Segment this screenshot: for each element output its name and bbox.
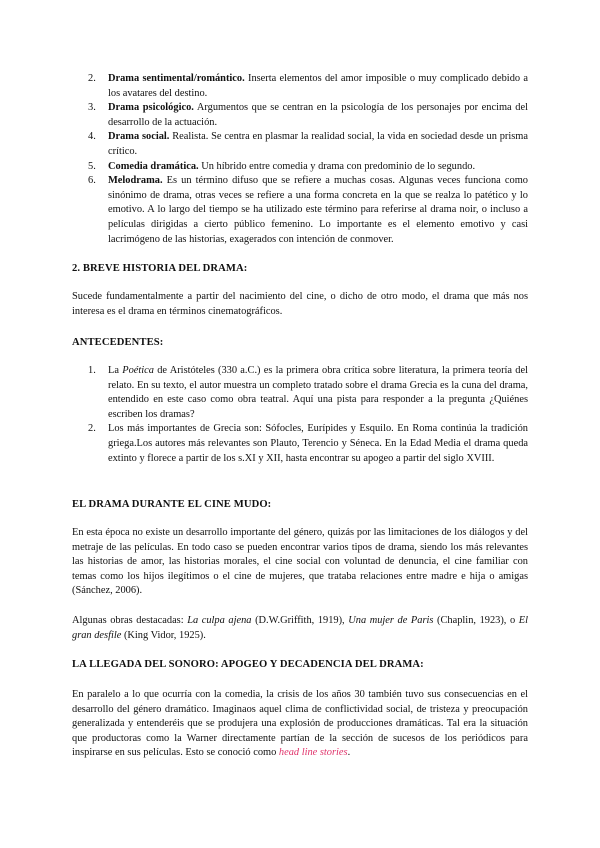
sound-text-end: . <box>347 747 351 759</box>
list-item <box>72 422 528 466</box>
antecedents-list <box>72 364 528 466</box>
drama-types-list <box>72 72 528 247</box>
list-number: 2. <box>88 423 96 435</box>
list-number: 5. <box>88 160 96 172</box>
list-term: Drama psicológico. <box>108 102 194 114</box>
list-item <box>72 72 528 101</box>
work-title: El gran desfile <box>72 615 528 641</box>
list-number: 4. <box>88 131 96 143</box>
list-text: Argumentos que se centran en la psicología de los personajes por encima del desarrollo de la actuación. <box>108 102 528 128</box>
list-item <box>72 101 528 130</box>
book-title: Poética <box>122 365 154 376</box>
work-title: La culpa ajena <box>187 615 252 626</box>
work-ref: (King Vidor, 1925). <box>121 629 206 641</box>
list-text: de Aristóteles (330 a.C.) es la primera obra crítica sobre literatura, la primera teoría del relato. En su texto, el autor muestra un completo tratado sobre el drama Grecia es la cuna del drama, entendido en este caso como obra teatral. Aquí una pista para responder a la pregunta ¿Quiénes escriben los dramas? <box>108 365 528 420</box>
silent-paragraph: En esta época no existe un desarrollo importante del género, quizás por las limitaciones de los diálogos y del metraje de las películas. En todo caso se pueden encontrar varios tipos de drama, siendo los más relevantes las historias de amor, las historias morales, el cine social con voluntad de denuncia, el cine familiar con temas como los hijos ilegítimos o el cine de mujeres, que trataba relaciones entre madre e hija o amigas (Sánchez, 2006). <box>72 527 528 597</box>
list-term: Drama social. <box>108 131 170 143</box>
list-term: Comedia dramática. <box>108 160 199 172</box>
headline-stories-link[interactable]: head line stories <box>278 747 348 759</box>
list-text: Inserta elementos del amor imposible o muy complicado debido a los avatares del destino. <box>108 73 528 99</box>
works-intro: Algunas obras destacadas: <box>72 615 188 626</box>
work-ref: (Chaplin, 1923), o <box>433 615 519 626</box>
list-number: 2. <box>88 73 96 84</box>
antecedents-heading: ANTECEDENTES: <box>72 337 164 348</box>
list-number: 1. <box>88 365 96 376</box>
history-heading: 2. BREVE HISTORIA DEL DRAMA: <box>72 263 248 274</box>
list-item <box>72 130 528 159</box>
work-title: Una mujer de Paris <box>348 615 434 626</box>
silent-works <box>72 614 528 643</box>
list-item <box>72 364 528 422</box>
list-text: La <box>108 365 123 376</box>
silent-heading: EL DRAMA DURANTE EL CINE MUDO: <box>72 499 272 510</box>
sound-heading: LA LLEGADA DEL SONORO: APOGEO Y DECADENCIA DEL DRAMA: <box>72 659 424 670</box>
list-text: Realista. Se centra en plasmar la realidad social, la vida en sociedad desde un prisma crítico. <box>108 131 528 157</box>
list-text: Un híbrido entre comedia y drama con predominio de lo segundo. <box>198 160 476 172</box>
sound-paragraph <box>72 688 528 761</box>
list-text: Los más importantes de Grecia son: Sófocles, Eurípides y Esquilo. En Roma continúa la tradición griega.Los autores más relevantes son Plauto, Terencio y Séneca. En la Edad Media el drama queda extinto y florece a partir de los s.XI y XII, hasta encontrar su apogeo a partir del siglo XVIII. <box>108 423 528 464</box>
list-item <box>72 160 528 175</box>
history-paragraph: Sucede fundamentalmente a partir del nacimiento del cine, o dicho de otro modo, el drama que más nos interesa es el drama en términos cinematográficos. <box>72 291 528 317</box>
list-item <box>72 174 528 247</box>
list-number: 6. <box>88 175 96 187</box>
list-term: Melodrama. <box>108 175 163 187</box>
list-number: 3. <box>88 102 96 114</box>
sound-text: En paralelo a lo que ocurría con la comedia, la crisis de los años 30 también tuvo sus consecuencias en el desarrollo del género dramático. Imaginaos aquel clima de conflictividad social, de tristeza y preocupación generalizada y entenderéis que se produjera una explosión de producciones dramáticas. Tal era la situación que productoras como la Warner directamente partían de la sección de sucesos de los periódicos para inspirarse en sus películas. Esto se conoció como <box>72 689 528 759</box>
work-ref: (D.W.Griffith, 1919), <box>251 615 349 626</box>
list-term: Drama sentimental/romántico. <box>108 73 245 84</box>
list-text: Es un término difuso que se refiere a muchas cosas. Algunas veces funciona como sinónimo de drama, otras veces se refiere a una forma concreta en la que se realza lo patético y lo emotivo. A lo largo del tiempo se ha utilizado este término para referirse al drama noir, o incluso a películas dirigidas a cierto público femenino. Lo importante es el elemento emotivo y casi lacrimógeno de las historias, exagerados con intención de conmover. <box>108 175 528 245</box>
